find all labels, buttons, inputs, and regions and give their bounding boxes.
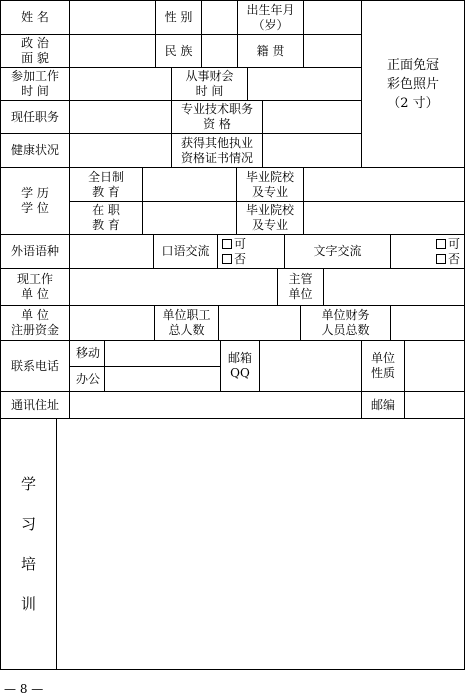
postcode-field[interactable]: [404, 391, 465, 419]
supervisor-label: 主管 单位: [277, 268, 324, 306]
written-option-no[interactable]: 否: [436, 252, 460, 267]
tech-title-label: 专业技术职务 资 格: [171, 100, 263, 134]
photo-box[interactable]: 正面免冠 彩色照片 （2 寸）: [361, 0, 465, 168]
mobile-label: 移动: [69, 340, 105, 367]
accounting-since-label: 从事财会 时 间: [171, 67, 248, 101]
email-field[interactable]: [259, 340, 362, 392]
language-label: 外语语种: [0, 234, 70, 269]
checkbox-icon[interactable]: [222, 254, 232, 264]
mobile-field[interactable]: [104, 340, 221, 367]
inservice-field[interactable]: [142, 201, 237, 235]
staff-label: 单位职工 总人数: [154, 305, 219, 341]
native-place-field[interactable]: [303, 34, 362, 68]
birth-label: 出生年月 （岁）: [237, 0, 304, 35]
checkbox-icon[interactable]: [222, 239, 232, 249]
nature-label: 单位 性质: [361, 340, 405, 392]
capital-label: 单 位 注册资金: [0, 305, 70, 341]
health-field[interactable]: [69, 133, 172, 168]
phone-label: 联系电话: [0, 340, 70, 392]
fulltime-school-label: 毕业院校 及专业: [236, 167, 304, 202]
fulltime-field[interactable]: [142, 167, 237, 202]
staff-field[interactable]: [218, 305, 301, 341]
ethnicity-field[interactable]: [201, 34, 238, 68]
work-start-label: 参加工作 时 间: [0, 67, 70, 101]
written-option-yes[interactable]: 可: [436, 237, 460, 252]
study-label: 学 习 培 训: [0, 418, 57, 670]
birth-field[interactable]: [303, 0, 362, 35]
accounting-since-field[interactable]: [247, 67, 362, 101]
oral-label: 口语交流: [153, 234, 218, 269]
office-field[interactable]: [104, 366, 221, 392]
supervisor-field[interactable]: [323, 268, 465, 306]
politics-label: 政 治 面 貌: [0, 34, 70, 68]
other-cert-label: 获得其他执业 资格证书情况: [171, 133, 263, 168]
checkbox-icon[interactable]: [436, 239, 446, 249]
inservice-school-field[interactable]: [303, 201, 465, 235]
ethnicity-label: 民 族: [155, 34, 202, 68]
checkbox-icon[interactable]: [436, 254, 446, 264]
inservice-school-label: 毕业院校 及专业: [236, 201, 304, 235]
fulltime-label: 全日制 教 育: [69, 167, 143, 202]
employer-field[interactable]: [69, 268, 278, 306]
office-label: 办公: [69, 366, 105, 392]
name-label: 姓 名: [0, 0, 70, 35]
study-field[interactable]: [56, 418, 465, 670]
gender-label: 性 别: [155, 0, 202, 35]
position-field[interactable]: [69, 100, 172, 134]
other-cert-field[interactable]: [262, 133, 362, 168]
written-options: [390, 234, 465, 269]
oral-option-yes[interactable]: 可: [222, 237, 246, 252]
nature-field[interactable]: [404, 340, 465, 392]
gender-field[interactable]: [201, 0, 238, 35]
page-number: — 8 —: [4, 682, 44, 696]
employer-label: 现工作 单 位: [0, 268, 70, 306]
fulltime-school-field[interactable]: [303, 167, 465, 202]
finance-staff-field[interactable]: [390, 305, 465, 341]
oral-option-no[interactable]: 否: [222, 252, 246, 267]
health-label: 健康状况: [0, 133, 70, 168]
language-field[interactable]: [69, 234, 154, 269]
name-field[interactable]: [69, 0, 156, 35]
email-label: 邮箱 QQ: [220, 340, 260, 392]
education-label: 学 历 学 位: [0, 167, 70, 235]
capital-field[interactable]: [69, 305, 155, 341]
address-label: 通讯住址: [0, 391, 70, 419]
postcode-label: 邮编: [361, 391, 405, 419]
work-start-field[interactable]: [69, 67, 172, 101]
inservice-label: 在 职 教 育: [69, 201, 143, 235]
finance-staff-label: 单位财务 人员总数: [300, 305, 391, 341]
address-field[interactable]: [69, 391, 362, 419]
written-label: 文字交流: [284, 234, 391, 269]
native-place-label: 籍 贯: [237, 34, 304, 68]
politics-field[interactable]: [69, 34, 156, 68]
oral-options: [217, 234, 285, 269]
position-label: 现任职务: [0, 100, 70, 134]
tech-title-field[interactable]: [262, 100, 362, 134]
